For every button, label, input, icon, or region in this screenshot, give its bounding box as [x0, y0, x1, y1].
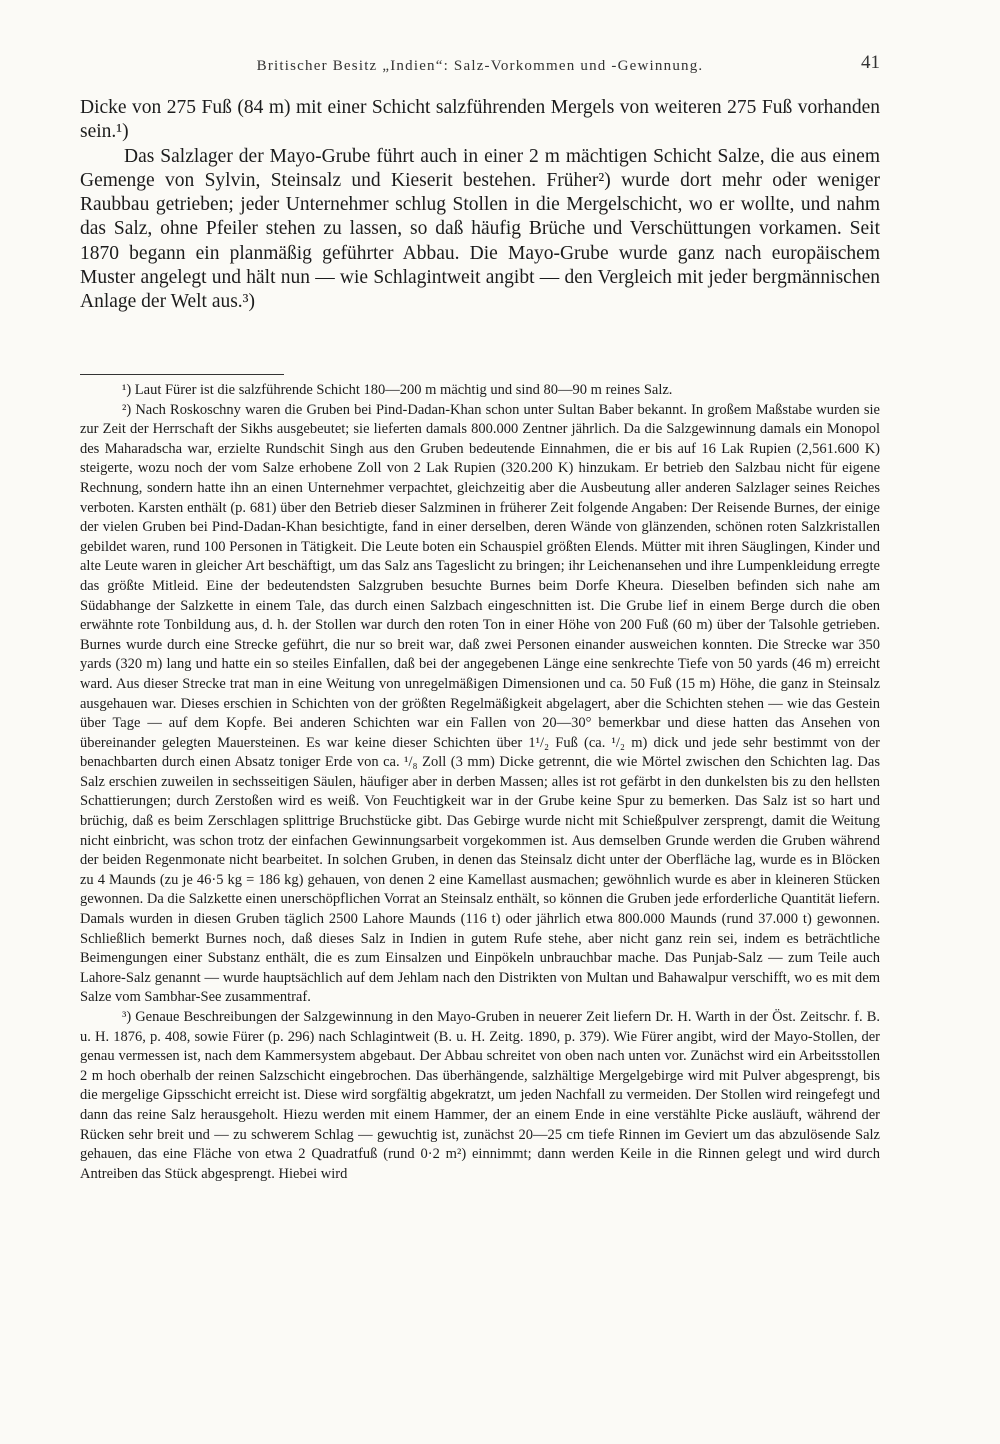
footnote-1: ¹) Laut Fürer ist die salzführende Schicht 180—200 m mächtig und sind 80—90 m reines Salz. — [122, 382, 673, 398]
paragraph-mayo-grube: Das Salzlager der Mayo-Grube führt auch in einer 2 m mächtigen Schicht Salze, die aus einem Gemenge von Sylvin, Steinsalz und Kieserit bestehen. Früher²) wurde dort mehr oder weniger Raubbau getrieben; jeder Unternehmer schlug Stollen in die Mergelschicht, wo er wollte, und nahm das Salz, ohne Pfeiler stehen zu lassen, so daß häufig Brüche und Verschüttungen vorkamen. Seit 1870 begann ein planmäßig geführter Abbau. Die Mayo-Grube wurde ganz nach europäischem Muster angelegt und hält nun — wie Schlagintweit angibt — den Vergleich mit jeder bergmännischen Anlage der Welt aus.³) — [80, 145, 880, 313]
footnote-3: ³) Genaue Beschreibungen der Salzgewinnung in den Mayo-Gruben in neuerer Zeit liefern Dr. H. Warth in der Öst. Zeitschr. f. B. u. H. 1876, p. 408, sowie Fürer (p. 296) nach Schlagintweit (B. u. H. Zeitg. 1890, p. 379). Wie Fürer angibt, wird der Mayo-Stollen, der genau vermessen ist, nach dem Kammersystem abgebaut. Der Abbau schreitet von oben nach unten vor. Zunächst wird ein Arbeitsstollen 2 m hoch oberhalb der reinen Salzschicht eingebrochen. Das überhängende, salzhältige Mergelgebirge wird mit Pulver abgesprengt, bis die mergelige Gipsschicht erreicht ist. Diese wird sorgfältig abgekratzt, um jeden Nachfall zu vermeiden. Der Stollen wird reingefegt und dann das reine Salz herausgeholt. Hiezu werden mit einem Hammer, der an einem Ende in eine verstählte Picke ausläuft, während der Rücken sehr breit und — zu schwerem Schlag — gewuchtig ist, zunächst 20—25 cm tiefe Rinnen im Geviert um das abzulösende Salz gehauen, das eine Fläche von etwa 2 Quadratfuß (rund 0·2 m²) einnimmt; dann werden Keile in die Rinnen gelegt und wird durch Antreiben das Stück abgesprengt. Hiebei wird — [80, 1009, 880, 1182]
main-text — [80, 96, 880, 315]
footnote-2: ²) Nach Roskoschny waren die Gruben bei Pind-Dadan-Khan schon unter Sultan Baber bekannt. In großem Maßstabe wurden sie zur Zeit der Herrschaft der Sikhs ausgebeutet; sie lieferten damals 800.000 Zentner jährlich. Da die Salzgewinnung damals ein Monopol des Maharadscha war, erzielte Rundschit Singh aus den Gruben bedeutende Einnahmen, die er bis auf 16 Lak Rupien (2,561.600 K) steigerte, wozu noch der vom Salze erhobene Zoll von 2 Lak Rupien (320.200 K) hinzukam. Er betrieb den Salzbau nicht für eigene Rechnung, sondern hatte ihn an einen Unternehmer verpachtet, gleichzeitig aber die Ausbeutung aller anderen Salzlager seines Reiches verboten. Karsten enthält (p. 681) über den Betrieb dieser Salzminen in früherer Zeit folgende Angaben: Der Reisende Burnes, der einige der vielen Gruben bei Pind-Dadan-Khan besichtigte, fand in einer derselben, deren Wände von glänzenden, schönen roten Salzkristallen gebildet waren, rund 100 Personen in Tätigkeit. Die Leute boten ein Schauspiel größten Elends. Mütter mit ihren Säuglingen, Kinder und alte Leute waren in gleicher Art beschäftigt, um das Salz ans Tageslicht zu bringen; ihr Leichenansehen und ihre Lumpenkleidung erregte das größte Mitleid. Eine der bedeutendsten Salzgruben besuchte Burnes beim Dorfe Kheura. Dieselben befinden sich nahe am Südabhange der Salzkette in einem Tale, das durch einen Salzbach eingeschnitten ist. Die Grube lief in einem Berge durch die oben erwähnte rote Tonbildung aus, d. h. der Stollen war durch den roten Ton in einer Höhe von 200 Fuß (60 m) über der Talsohle getrieben. Burnes wurde durch eine Strecke geführt, die nur so breit war, daß zwei Personen einander ausweichen konnten. Die Strecke war 350 yards (320 m) lang und hatte ein so steiles Einfallen, daß bei der angegebenen Länge eine senkrechte Tiefe von 50 yards (46 m) erreicht ward. Aus dieser Strecke trat man in eine Weitung von unregelmäßigen Dimensionen und ca. 50 Fuß (15 m) Höhe, die ganz in Steinsalz ausgehauen war. Dieses erschien in Schichten von der größten Regelmäßigkeit abgelagert, aber die Schichten stehen — wie das Gestein über Tage — auf dem Kopfe. Bei anderen Schichten war ein Fallen von 20—30° bemerkbar und diese hatten das Ansehen von übereinander gelegten Mauersteinen. Es war keine dieser Schichten über 1¹/₂ Fuß (ca. ¹/₂ m) dick und jede sehr bestimmt von der benachbarten durch einen Absatz toniger Erde von ca. ¹/₈ Zoll (3 mm) Dicke getrennt, die wie Mörtel zwischen den Schichten lag. Das Salz erschien zuweilen in sechsseitigen Säulen, häufiger aber in derben Massen; alles ist rot gefärbt in den dunkelsten bis zu den hellsten Schattierungen; durch Zerstoßen wird es weiß. Von Feuchtigkeit war in der Grube keine Spur zu bemerken. Das Salz ist so hart und brüchig, daß es beim Zerschlagen splittrige Bruchstücke gibt. Das Gebirge wurde nicht mit Schießpulver zersprengt, damit die Weitung nicht einbricht, was schon trotz der einfachen Gewinnungsarbeit vorgekommen ist. Aus demselben Grunde werden die Gruben während der beiden Regenmonate nicht bearbeitet. In solchen Gruben, in denen das Steinsalz dicht unter der Oberfläche lag, wurde es in Blöcken zu 4 Maunds (zu je 46·5 kg = 186 kg) gehauen, von denen 2 eine Kamellast ausmachen; gewöhnlich wurde es aber in kleineren Stücken gewonnen. Da die Salzkette einen unerschöpflichen Vorrat an Steinsalz enthält, so können die Gruben jede erforderliche Quantität liefern. Damals wurden in diesen Gruben täglich 2500 Lahore Maunds (116 t) oder jährlich etwa 800.000 Maunds (rund 37.000 t) gewonnen. Schließlich bemerkt Burnes noch, daß dieses Salz in Indien in gutem Rufe stehe, aber nicht ganz rein sei, indem es beträchtliche Beimengungen einer Substanz enthält, die es zum Einsalzen und Einpökeln unbrauchbar mache. Das Punjab-Salz — zum Teile auch Lahore-Salz genannt — wurde hauptsächlich auf dem Jehlam nach den Distrikten von Multan und Bahawalpur verschifft, wo es mit dem Salze vom Sambhar-See zusammentraf. — [80, 401, 880, 1006]
page-number: 41 — [861, 52, 880, 73]
running-head: Britischer Besitz „Indien“: Salz-Vorkommen und -Gewinnung. — [256, 58, 704, 74]
footnote-rule — [80, 374, 284, 375]
paragraph-continuation: Dicke von 275 Fuß (84 m) mit einer Schicht salzführenden Mergels von weiteren 275 Fuß vorhanden sein.¹) — [80, 97, 880, 143]
footnotes — [80, 381, 880, 1184]
